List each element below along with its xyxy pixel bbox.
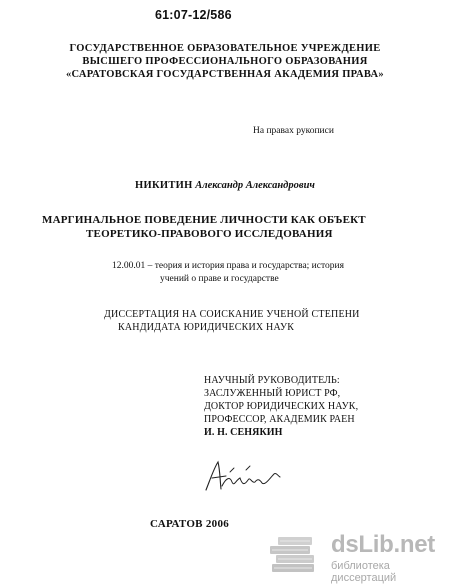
supervisor-title-2: ДОКТОР ЮРИДИЧЕСКИХ НАУК, [204,401,359,412]
supervisor-heading: НАУЧНЫЙ РУКОВОДИТЕЛЬ: [204,375,340,386]
dissertation-title-line-2: ТЕОРЕТИКО-ПРАВОВОГО ИССЛЕДОВАНИЯ [86,228,333,240]
watermark [268,530,450,582]
author-surname: НИКИТИН [135,180,193,191]
institution-line-3: «САРАТОВСКАЯ ГОСУДАРСТВЕННАЯ АКАДЕМИЯ ПРАВА» [65,69,384,80]
archive-code: 61:07-12/586 [155,8,232,22]
degree-line-1: ДИССЕРТАЦИЯ НА СОИСКАНИЕ УЧЕНОЙ СТЕПЕНИ [104,309,360,320]
city-year: САРАТОВ 2006 [150,518,230,530]
supervisor-title-3: ПРОФЕССОР, АКАДЕМИК РАЕН [204,414,355,425]
watermark-subtitle: библиотека диссертаций [331,560,397,584]
rights-note: На правах рукописи [253,126,334,136]
watermark-site-name: dsLib.net [331,531,435,558]
institution-line-1: ГОСУДАРСТВЕННОЕ ОБРАЗОВАТЕЛЬНОЕ УЧРЕЖДЕНИЕ [69,43,381,54]
book-stack-logo-icon [268,534,322,578]
author-given-names: Александр Александрович [195,180,315,191]
specialty-line-1: 12.00.01 – теория и история права и государства; история [112,261,344,271]
specialty-line-2: учений о праве и государстве [160,274,279,284]
author-name [0,180,450,191]
institution-line-2: ВЫСШЕГО ПРОФЕССИОНАЛЬНОГО ОБРАЗОВАНИЯ [82,56,368,67]
dissertation-title-line-1: МАРГИНАЛЬНОЕ ПОВЕДЕНИЕ ЛИЧНОСТИ КАК ОБЪЕКТ [42,214,366,226]
degree-line-2: КАНДИДАТА ЮРИДИЧЕСКИХ НАУК [118,322,295,333]
supervisor-name: И. Н. СЕНЯКИН [204,427,283,438]
supervisor-title-1: ЗАСЛУЖЕННЫЙ ЮРИСТ РФ, [204,388,341,399]
handwritten-signature [200,456,290,496]
